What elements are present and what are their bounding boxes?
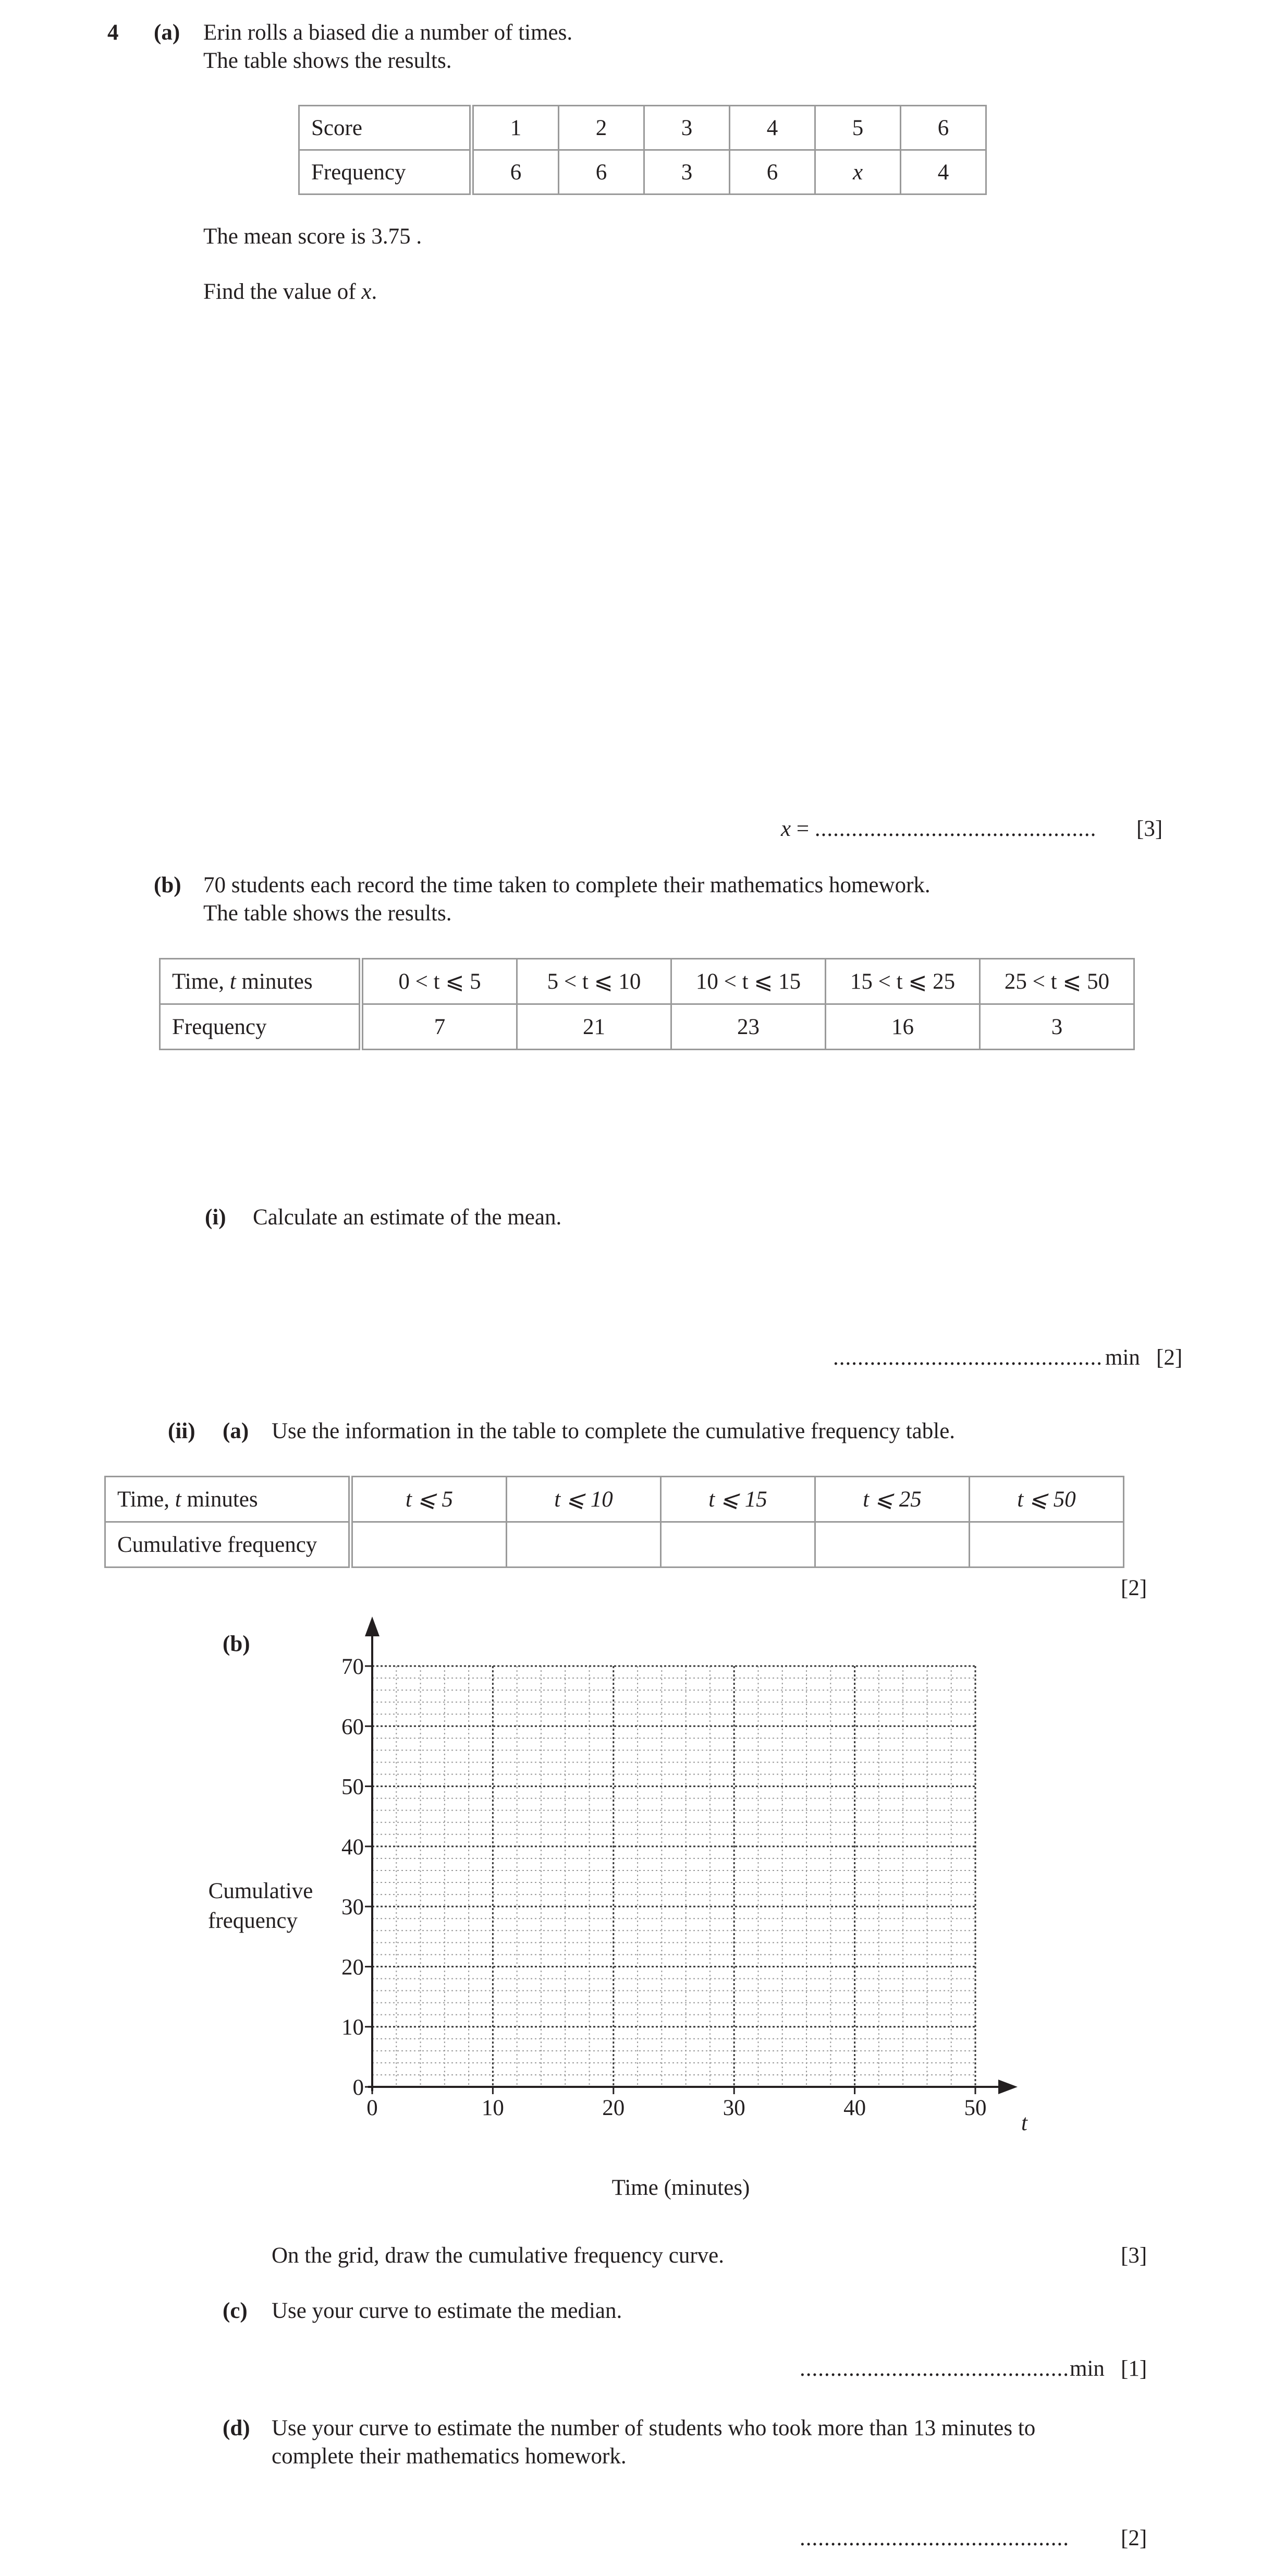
x-tick-label: 20 (602, 2096, 625, 2120)
x-tick-label: 40 (843, 2096, 866, 2120)
time-interval-cell: 10 < t ⩽ 15 (671, 959, 826, 1004)
frequency-header: Frequency (160, 1004, 361, 1050)
cf-row-header: Cumulative frequency (105, 1522, 351, 1568)
part-b-ii-b-text: On the grid, draw the cumulative frequency curve. (272, 2243, 725, 2268)
score-cell: 6 (901, 106, 986, 150)
score-cell: 1 (472, 106, 559, 150)
score-cell: 3 (644, 106, 730, 150)
part-b-i-label: (i) (205, 1205, 226, 1230)
part-b-ii-b-label: (b) (223, 1632, 250, 1656)
score-cell: 2 (559, 106, 644, 150)
y-tick-label: 40 (341, 1834, 364, 1860)
x-tick-label: 0 (366, 2096, 378, 2120)
frequency-cell-unknown: x (815, 150, 901, 195)
time-interval-cell: 25 < t ⩽ 50 (980, 959, 1134, 1004)
time-frequency-cell: 23 (671, 1004, 826, 1050)
y-axis-label-line2: frequency (208, 1909, 298, 1933)
part-c-label: (c) (223, 2299, 248, 2323)
unit-min-c: min (1070, 2356, 1105, 2381)
frequency-cell: 3 (644, 150, 730, 195)
part-d-line1: Use your curve to estimate the number of students who took more than 13 minutes to (272, 2416, 1036, 2440)
frequency-cell: 6 (730, 150, 815, 195)
part-a-label: (a) (154, 20, 180, 45)
part-d-label: (d) (223, 2416, 250, 2440)
part-b-ii-label: (ii) (168, 1419, 195, 1443)
y-tick-label: 50 (341, 1775, 364, 1800)
cf-column-header: t ⩽ 5 (351, 1477, 507, 1522)
part-b-line1: 70 students each record the time taken to complete their mathematics homework. (203, 873, 931, 897)
y-tick-label: 60 (341, 1715, 364, 1740)
part-a-line1: Erin rolls a biased die a number of times. (203, 20, 573, 45)
score-header: Score (299, 106, 472, 150)
answer-line-students[interactable]: ............................................ (800, 2526, 1069, 2550)
part-b-label: (b) (154, 873, 181, 897)
time-frequency-cell: 7 (361, 1004, 517, 1050)
unit-min-i: min (1105, 1345, 1140, 1370)
y-tick-label: 20 (341, 1955, 364, 1980)
time-header: Time, t minutes (160, 959, 361, 1004)
time-frequency-cell: 3 (980, 1004, 1134, 1050)
marks-b-ii-a: [2] (1121, 1576, 1147, 1600)
y-tick-label: 0 (352, 2075, 364, 2100)
cf-column-header: t ⩽ 50 (970, 1477, 1124, 1522)
time-interval-cell: 15 < t ⩽ 25 (826, 959, 980, 1004)
answer-line-median[interactable]: ............................................ (800, 2356, 1069, 2381)
frequency-header: Frequency (299, 150, 472, 195)
x-tick-label: 10 (481, 2096, 504, 2120)
score-cell: 4 (730, 106, 815, 150)
answer-line-x[interactable]: x = .............................................. (781, 817, 1097, 841)
y-tick-label: 10 (341, 2015, 364, 2040)
part-c-text: Use your curve to estimate the median. (272, 2299, 622, 2323)
y-tick-label: 70 (341, 1655, 364, 1679)
frequency-cell: 6 (472, 150, 559, 195)
y-axis-arrow (365, 1617, 379, 1636)
answer-line-mean[interactable]: ............................................ (833, 1345, 1103, 1370)
frequency-cell: 6 (559, 150, 644, 195)
time-frequency-cell: 21 (517, 1004, 671, 1050)
y-tick-label: 30 (341, 1895, 364, 1920)
mean-statement: The mean score is 3.75 . (203, 224, 422, 249)
part-b-ii-a-label: (a) (223, 1419, 249, 1443)
marks-b-i: [2] (1156, 1345, 1183, 1370)
score-cell: 5 (815, 106, 901, 150)
part-b-ii-a-text: Use the information in the table to complete the cumulative frequency table. (272, 1419, 956, 1443)
marks-b-ii-b: [3] (1121, 2243, 1147, 2268)
part-d-line2: complete their mathematics homework. (272, 2444, 627, 2469)
x-axis-variable: t (1021, 2111, 1027, 2135)
question-number: 4 (107, 20, 119, 45)
time-interval-cell: 0 < t ⩽ 5 (361, 959, 517, 1004)
y-axis-label-line1: Cumulative (208, 1879, 313, 1903)
cf-column-header: t ⩽ 15 (661, 1477, 815, 1522)
x-tick-label: 30 (723, 2096, 745, 2120)
marks-a: [3] (1136, 817, 1163, 841)
part-a-line2: The table shows the results. (203, 48, 452, 73)
part-b-i-text: Calculate an estimate of the mean. (253, 1205, 562, 1230)
x-tick-label: 50 (964, 2096, 987, 2120)
find-x-instruction: Find the value of x. (203, 280, 377, 304)
x-axis-arrow (998, 2080, 1018, 2094)
cf-time-header: Time, t minutes (105, 1477, 351, 1522)
part-b-line2: The table shows the results. (203, 901, 452, 926)
time-interval-cell: 5 < t ⩽ 10 (517, 959, 671, 1004)
cf-column-header: t ⩽ 25 (815, 1477, 970, 1522)
x-axis-label: Time (minutes) (611, 2176, 750, 2200)
marks-d: [2] (1121, 2526, 1147, 2550)
time-frequency-cell: 16 (826, 1004, 980, 1050)
frequency-cell: 4 (901, 150, 986, 195)
cf-column-header: t ⩽ 10 (507, 1477, 661, 1522)
marks-c: [1] (1121, 2356, 1147, 2381)
